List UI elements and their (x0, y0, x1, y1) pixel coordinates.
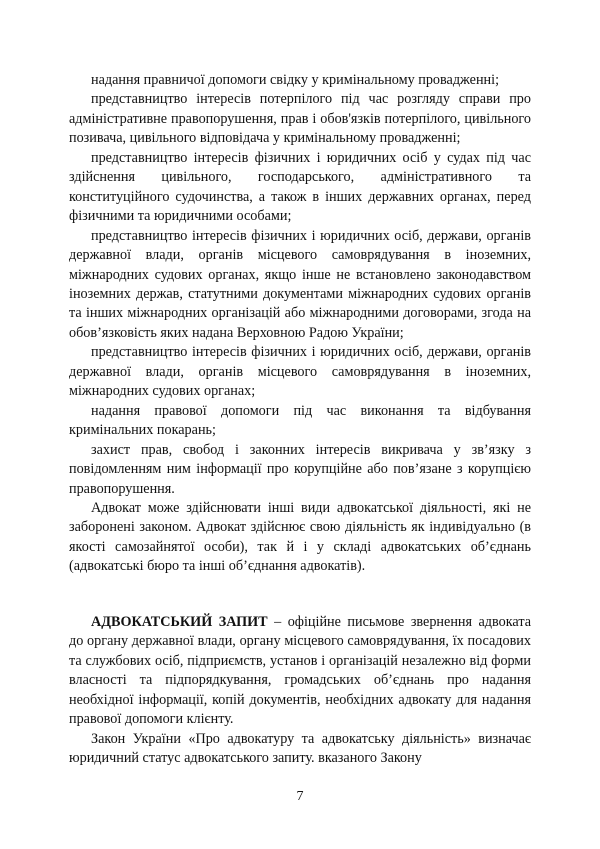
paragraph: Адвокат може здійснювати інші види адвокатської діяльності, які не заборонені законом. Адвокат здійснює свою діяльність як індивідуально (в якості самозайнятої особи), так й і у складі адвокатських об’єднань (адвокатські бюро та інші об’єднання адвокатів). (69, 499, 531, 575)
page-number: 7 (296, 789, 304, 804)
defined-term: АДВОКАТСЬКИЙ ЗАПИТ (91, 613, 268, 630)
paragraph: Закон України «Про адвокатуру та адвокатську діяльність» визначає юридичний статус адвокатського запиту. вказаного Закону (69, 730, 531, 766)
definition-paragraph (69, 613, 531, 730)
paragraph: представництво інтересів потерпілого під час розгляду справи про адміністративне правопорушення, прав і обов'язків потерпілого, цивільного позивача, цивільного відповідача у кримінальному провадженні; (69, 91, 531, 147)
paragraph: представництво інтересів фізичних і юридичних осіб, держави, органів державної влади, органів місцевого самоврядування в іноземних, міжнародних судових органах, якщо інше не встановлено законодавством іноземних держав, статутними документами міжнародних судових органів та інших міжнародних організацій або міжнародними договорами, згода на обов’язковість яких надана Верховною Радою України; (69, 227, 531, 341)
paragraph: надання правничої допомоги свідку у кримінальному провадженні; (91, 72, 500, 88)
paragraph: захист прав, свобод і законних інтересів викривача у зв’язку з повідомленням ним інформації про корупційне або пов’язане з корупцією правопорушення. (69, 441, 531, 497)
paragraph: надання правової допомоги під час виконання та відбування кримінальних покарань; (69, 402, 531, 439)
definition-text: – офіційне письмове звернення адвоката до органу державної влади, органу місцевого самоврядування, їх посадових та службових осіб, підприємств, установ і організацій незалежно від форми власності та підпорядкування, громадських об’єднань про надання необхідної інформації, копій документів, необхідних адвокату для надання правової допомоги клієнту. (69, 613, 531, 728)
section-gap (69, 577, 531, 613)
paragraph: представництво інтересів фізичних і юридичних осіб у судах під час здійснення цивільного, господарського, адміністративного та конституційного судочинства, а також в інших державних органах, перед фізичними та юридичними особами; (69, 149, 531, 225)
paragraph: представництво інтересів фізичних і юридичних осіб, держави, органів державної влади, органів місцевого самоврядування в іноземних, міжнародних судових органах; (69, 344, 531, 400)
body-text (69, 71, 531, 768)
